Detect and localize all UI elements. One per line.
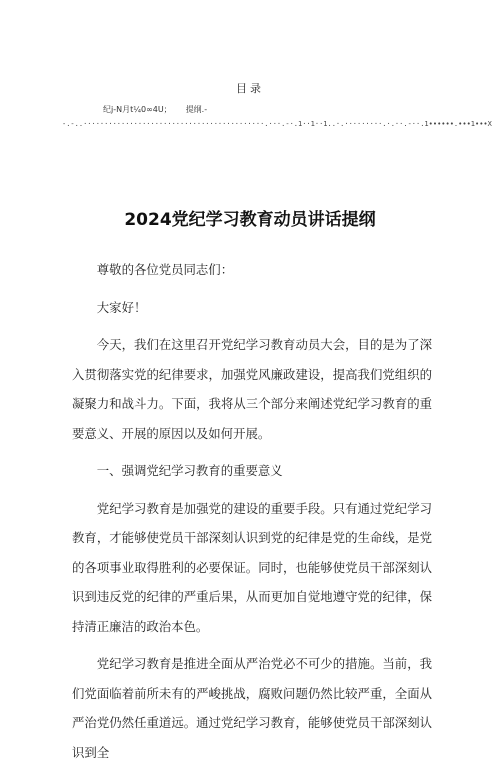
document-title: 2024党纪学习教育动员讲话提纲 xyxy=(124,210,376,230)
toc-entry-text-a: 纪j-N月t¼0∞4U； xyxy=(103,105,172,114)
paragraph-significance-2: 党纪学习教育是推进全面从严治党必不可少的措施。当前，我们党面临着前所未有的严峻挑战，腐败问题仍然比较严重，全面从严治党仍然任重道远。通过党纪学习教育，能够使党员干部深刻认识到全 xyxy=(72,656,432,760)
paragraph-intro: 今天，我们在这里召开党纪学习教育动员大会，目的是为了深入贯彻落实党的纪律要求，加强党风廉政建设，提高我们党组织的凝聚力和战斗力。下面，我将从三个部分来阐述党纪学习教育的重要意义、开展的原因以及如何开展。 xyxy=(72,337,432,441)
salutation: 尊敬的各位党员同志们： xyxy=(96,262,234,277)
paragraph-significance-1: 党纪学习教育是加强党的建设的重要手段。只有通过党纪学习教育，才能够使党员干部深刻认识到党的纪律是党的生命线，是党的各项事业取得胜利的必要保证。同时，也能够使党员干部深刻认识到违反党的纪律的严重后果，从而更加自觉地遵守党的纪律，保持清正廉洁的政治本色。 xyxy=(72,500,432,634)
section-heading: 一、强调党纪学习教育的重要意义 xyxy=(96,463,283,478)
toc-heading: 目录 xyxy=(236,82,264,95)
toc-leader-line: -.-..···········································.···.-·.1··1··1..·.·········.·.··.-··.1••••••.•••1•••X xyxy=(62,120,492,128)
document-body xyxy=(72,255,432,767)
toc-entry-text-b: 提纲.- xyxy=(185,105,208,114)
greeting: 大家好！ xyxy=(96,299,147,315)
toc-entry[interactable] xyxy=(103,104,207,115)
